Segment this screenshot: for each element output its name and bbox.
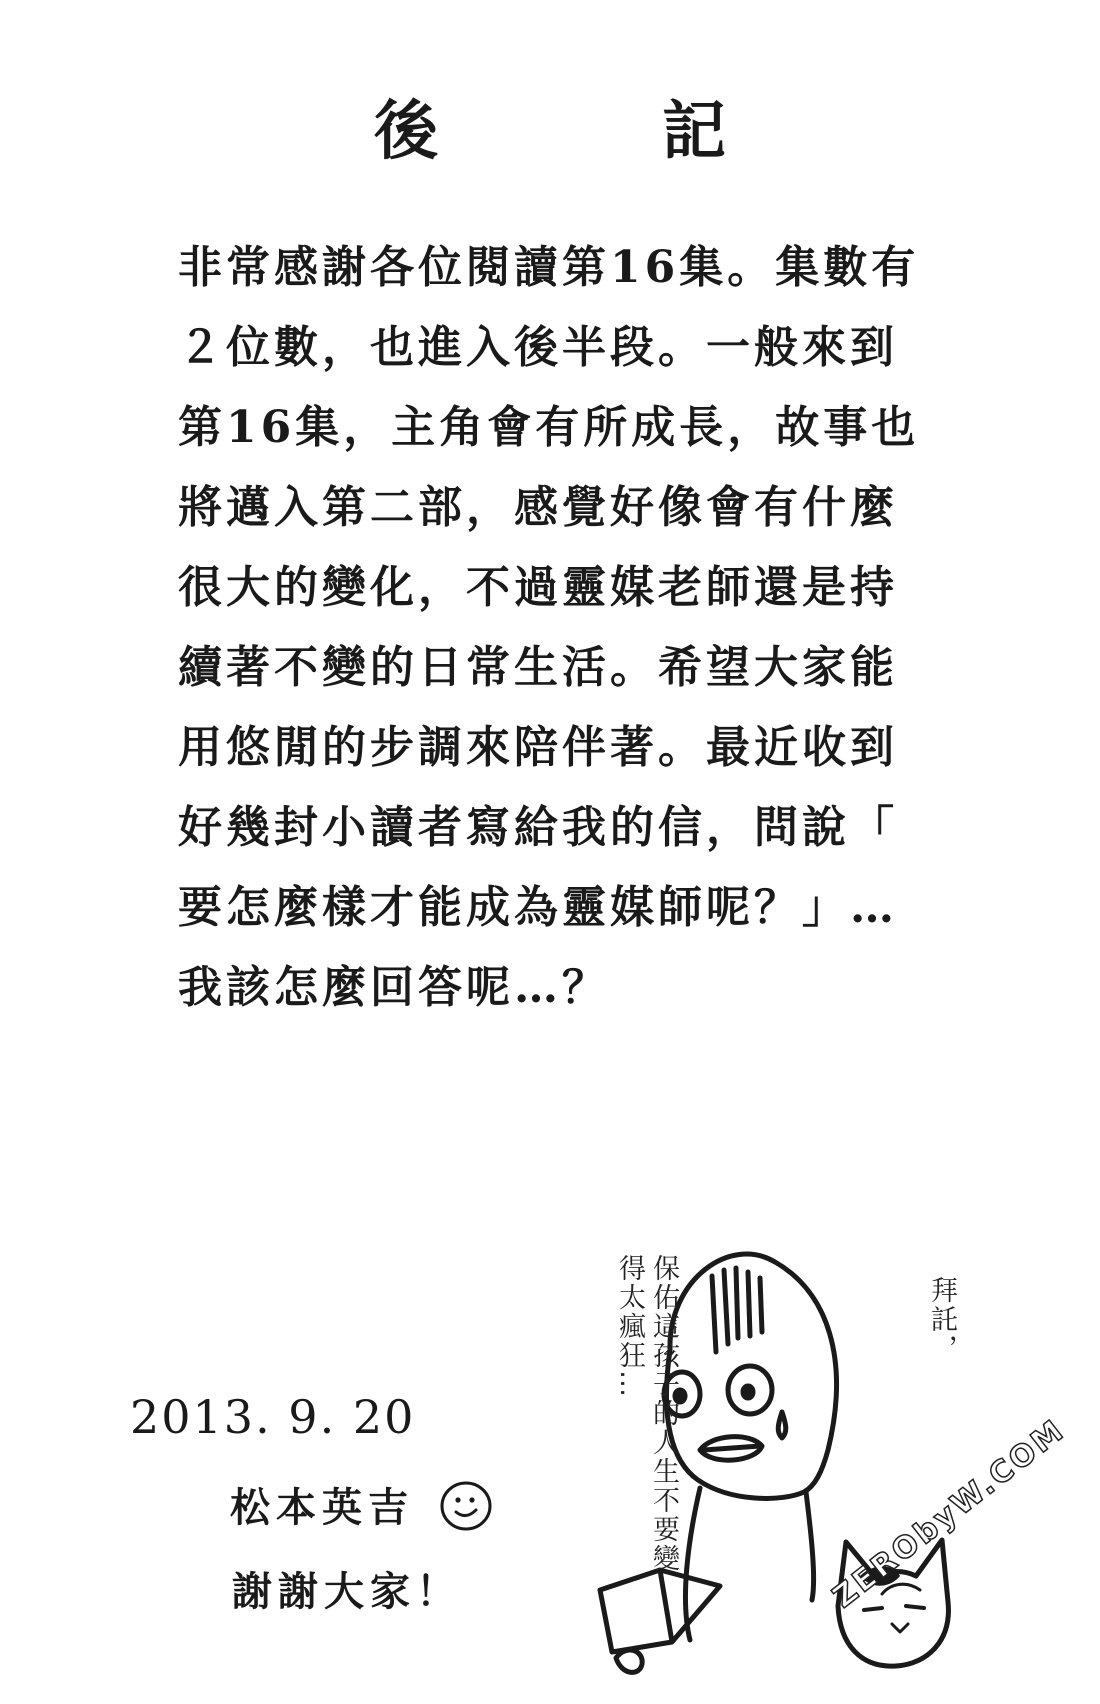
body-line: 好幾封小讀者寫給我的信，問說「 <box>178 802 898 853</box>
afterword-body <box>178 228 938 1028</box>
signoff-date: 2013. 9. 20 <box>130 1390 416 1444</box>
body-line: 第16集，主角會有所成長，故事也 <box>178 402 920 453</box>
page-title: 後 記 <box>374 94 806 169</box>
author-name: 松本英吉 <box>230 1484 414 1531</box>
body-line: 很大的變化，不過靈媒老師還是持 <box>178 562 898 613</box>
thanks-message: 謝謝大家！ <box>232 1568 462 1615</box>
character-body <box>685 1488 813 1640</box>
body-line: 非常感謝各位閱讀第16集。集數有 <box>178 242 920 293</box>
body-line: 將邁入第二部，感覺好像會有什麼 <box>178 482 898 533</box>
illustration-caption: 保佑這孩子的人生不要變得太瘋狂… <box>614 1254 679 1573</box>
character-mouth <box>700 1437 762 1461</box>
sweat-drop <box>778 1412 786 1438</box>
body-line: 續著不變的日常生活。希望大家能 <box>178 642 898 693</box>
body-line: 用悠閒的步調來陪伴著。最近收到 <box>178 722 898 773</box>
illustration-caption-side: 拜託， <box>926 1276 957 1363</box>
site-watermark: ZERObyW.COM <box>826 1412 1073 1615</box>
forehead-lines <box>712 1268 762 1352</box>
held-letter <box>600 1570 720 1652</box>
smiley-face-icon <box>438 1478 494 1534</box>
body-line: ２位數，也進入後半段。一般來到 <box>178 322 898 373</box>
body-line: 要怎麼樣才能成為靈媒師呢？」… <box>178 882 898 933</box>
body-line: 我該怎麼回答呢…？ <box>178 962 610 1013</box>
